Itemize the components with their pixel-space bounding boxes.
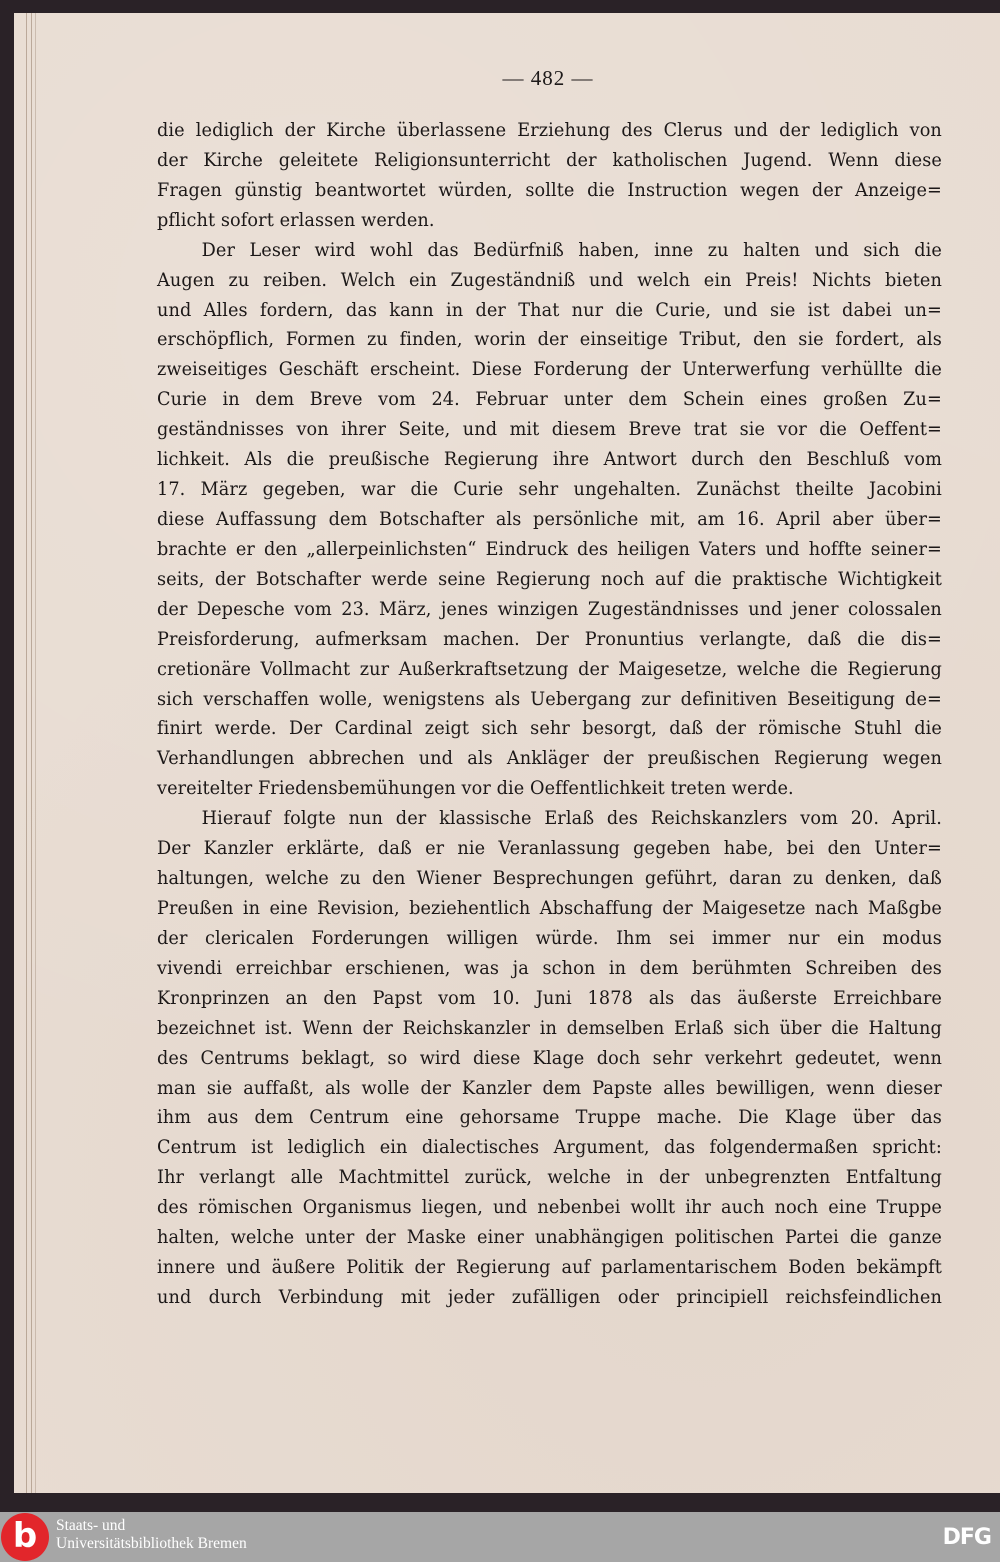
- text-line: bezeichnet ist. Wenn der Reichskanzler in demselben Erlaß sich über die Haltung: [157, 1016, 942, 1039]
- text-line: pflicht sofort erlassen werden.: [157, 208, 435, 231]
- text-line: Augen zu reiben. Welch ein Zugeständniß und welch ein Preis! Nichts bieten: [157, 268, 942, 291]
- text-line: der Kirche geleitete Religionsunterricht der katholischen Jugend. Wenn diese: [157, 148, 942, 171]
- text-line: zweiseitiges Geschäft erscheint. Diese Forderung der Unterwerfung verhüllte die: [157, 358, 942, 381]
- text-line: Preisforderung, aufmerksam machen. Der Pronuntius verlangte, daß die dis=: [157, 627, 942, 650]
- text-line: Fragen günstig beantwortet würden, sollte die Instruction wegen der Anzeige=: [157, 178, 942, 201]
- text-line: cretionäre Vollmacht zur Außerkraftsetzung der Maigesetze, welche die Regierung: [157, 657, 942, 680]
- body-text: [157, 116, 942, 1313]
- text-line: Verhandlungen abbrechen und als Ankläger der preußischen Regierung wegen: [157, 747, 942, 770]
- text-line: diese Auffassung dem Botschafter als persönliche mit, am 16. April aber über=: [157, 507, 942, 530]
- text-line: die lediglich der Kirche überlassene Erziehung des Clerus und der lediglich von: [157, 119, 942, 141]
- text-line: der Depesche vom 23. März, jenes winzigen Zugeständnisses und jener colossalen: [157, 597, 942, 620]
- page-edge-line: [35, 13, 36, 1493]
- text-line: Kronprinzen an den Papst vom 10. Juni 1878 als das äußerste Erreichbare: [157, 986, 942, 1009]
- text-line: Der Kanzler erklärte, daß er nie Veranlassung gegeben habe, bei den Unter=: [157, 837, 942, 860]
- footer-bar: [0, 1512, 1000, 1562]
- text-line: Centrum ist lediglich ein dialectisches Argument, das folgendermaßen spricht:: [157, 1136, 942, 1159]
- text-line: vereitelter Friedensbemühungen vor die Oeffentlichkeit treten werde.: [157, 777, 794, 800]
- text-line: Curie in dem Breve vom 24. Februar unter dem Schein eines großen Zu=: [157, 388, 942, 411]
- library-name-line-1: Staats- und: [56, 1517, 126, 1534]
- text-line: lichkeit. Als die preußische Regierung ihre Antwort durch den Beschluß vom: [157, 448, 942, 471]
- page-edge-line: [26, 13, 27, 1493]
- text-line: ihm aus dem Centrum eine gehorsame Truppe mache. Die Klage über das: [157, 1106, 942, 1129]
- text-line: des Centrums beklagt, so wird diese Klage doch sehr verkehrt gedeutet, wenn: [157, 1046, 942, 1069]
- text-line: finirt werde. Der Cardinal zeigt sich sehr besorgt, daß der römische Stuhl die: [157, 717, 942, 740]
- text-line: geständnisses von ihrer Seite, und mit diesem Breve trat sie vor die Oeffent=: [157, 418, 942, 441]
- text-line: halten, welche unter der Maske einer unabhängigen politischen Partei die ganze: [157, 1226, 942, 1249]
- text-line: und durch Verbindung mit jeder zufälligen oder principiell reichsfeindlichen: [157, 1285, 942, 1308]
- text-line: Hierauf folgte nun der klassische Erlaß des Reichskanzlers vom 20. April.: [201, 807, 942, 830]
- library-logo-icon[interactable]: b: [1, 1513, 49, 1561]
- text-line: vivendi erreichbar erschienen, was ja schon in dem berühmten Schreiben des: [157, 956, 942, 979]
- text-line: der clericalen Forderungen willigen würde. Ihm sei immer nur ein modus: [157, 926, 942, 949]
- text-line: und Alles fordern, das kann in der That nur die Curie, und sie ist dabei un=: [157, 298, 942, 321]
- text-line: seits, der Botschafter werde seine Regierung noch auf die praktische Wichtigkeit: [157, 567, 942, 590]
- text-line: sich verschaffen wolle, wenigstens als Uebergang zur definitiven Beseitigung de=: [157, 687, 942, 710]
- text-line: innere und äußere Politik der Regierung auf parlamentarischem Boden bekämpft: [157, 1256, 942, 1279]
- page-number: — 482 —: [502, 66, 594, 90]
- library-name[interactable]: [56, 1517, 247, 1553]
- text-line: Preußen in eine Revision, beziehentlich Abschaffung der Maigesetze nach Maßgbe: [157, 896, 942, 919]
- text-line: 17. März gegeben, war die Curie sehr ungehalten. Zunächst theilte Jacobini: [157, 478, 942, 501]
- text-line: erschöpflich, Formen zu finden, worin der einseitige Tribut, den sie fordert, als: [157, 328, 942, 351]
- dfg-logo-icon[interactable]: DFG: [942, 1525, 991, 1550]
- text-line: brachte er den „allerpeinlichsten“ Eindruck des heiligen Vaters und hoffte seiner=: [157, 537, 942, 560]
- page-edge-line: [31, 13, 32, 1493]
- library-name-line-2: Universitätsbibliothek Bremen: [56, 1535, 247, 1552]
- text-line: man sie auffaßt, als wolle der Kanzler dem Papste alles bewilligen, wenn dieser: [157, 1076, 942, 1099]
- text-line: des römischen Organismus liegen, und nebenbei wollt ihr auch noch eine Truppe: [157, 1196, 942, 1219]
- text-line: haltungen, welche zu den Wiener Besprechungen geführt, daran zu denken, daß: [157, 867, 942, 890]
- text-line: Ihr verlangt alle Machtmittel zurück, welche in der unbegrenzten Entfaltung: [157, 1166, 942, 1189]
- text-line: Der Leser wird wohl das Bedürfniß haben, inne zu halten und sich die: [201, 238, 942, 261]
